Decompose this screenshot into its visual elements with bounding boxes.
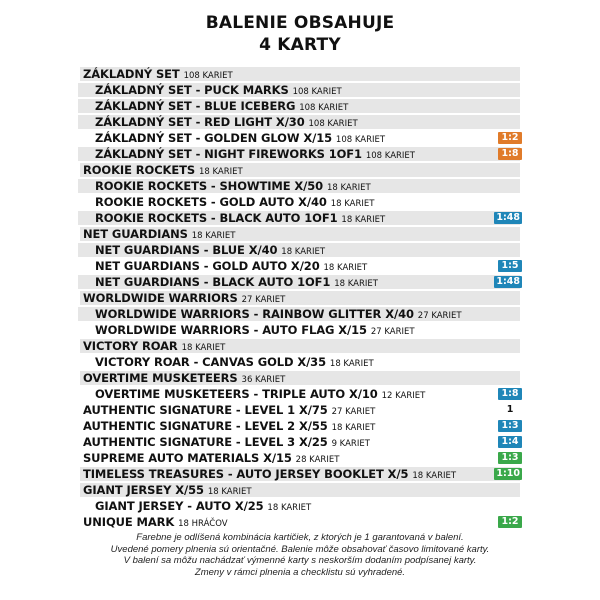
- row-text: [95, 258, 367, 274]
- set-name: ZÁKLADNÝ SET: [83, 67, 180, 81]
- row-text: [83, 370, 285, 386]
- checklist-table: [0, 66, 600, 530]
- set-name: ROOKIE ROCKETS - SHOWTIME X/50: [95, 179, 324, 193]
- card-count: 18 KARIET: [412, 471, 457, 481]
- checklist-row: [0, 322, 600, 338]
- card-count: 27 KARIET: [417, 311, 462, 321]
- row-text: [83, 66, 233, 82]
- checklist-row: [0, 178, 600, 194]
- checklist-row: [0, 114, 600, 130]
- checklist-row: [0, 66, 600, 82]
- row-text: [95, 194, 374, 210]
- set-name: VICTORY ROAR - CANVAS GOLD X/35: [95, 355, 326, 369]
- set-name: ROOKIE ROCKETS - BLACK AUTO 1OF1: [95, 211, 338, 225]
- checklist-row: [0, 370, 600, 386]
- row-text: [83, 226, 235, 242]
- set-name: ZÁKLADNÝ SET - GOLDEN GLOW X/15: [95, 131, 333, 145]
- row-text: [95, 306, 462, 322]
- checklist-row: [0, 466, 600, 482]
- row-text: [95, 322, 415, 338]
- odds-badge: 1:3: [498, 420, 522, 432]
- checklist-row: [0, 146, 600, 162]
- checklist-row: [0, 338, 600, 354]
- row-text: [83, 418, 375, 434]
- odds-badge: 1:3: [498, 452, 522, 464]
- set-name: TIMELESS TREASURES - AUTO JERSEY BOOKLET X/5: [83, 467, 409, 481]
- odds-badge: 1: [506, 404, 514, 415]
- checklist-row: [0, 514, 600, 530]
- card-count: 18 KARIET: [341, 215, 386, 225]
- set-name: NET GUARDIANS - BLACK AUTO 1OF1: [95, 275, 331, 289]
- card-count: 18 KARIET: [331, 423, 376, 433]
- row-text: [95, 114, 358, 130]
- odds-badge: 1:8: [498, 388, 522, 400]
- row-text: [83, 434, 370, 450]
- row-text: [95, 386, 425, 402]
- card-count: 18 KARIET: [191, 231, 236, 241]
- card-count: 27 KARIET: [331, 407, 376, 417]
- footer-line: Farebne je odlíšená kombinácia kartičiek, z ktorých je 1 garantovaná v balení.: [136, 532, 464, 543]
- card-count: 27 KARIET: [370, 327, 415, 337]
- card-count: 18 KARIET: [207, 487, 252, 497]
- card-count: 18 KARIET: [181, 343, 226, 353]
- set-name: GIANT JERSEY - AUTO X/25: [95, 499, 264, 513]
- card-count: 12 KARIET: [381, 391, 426, 401]
- checklist-row: [0, 258, 600, 274]
- card-count: 18 HRÁČOV: [178, 519, 228, 529]
- row-text: [83, 338, 225, 354]
- set-name: SUPREME AUTO MATERIALS X/15: [83, 451, 292, 465]
- card-count: 108 KARIET: [335, 135, 386, 145]
- set-name: OVERTIME MUSKETEERS - TRIPLE AUTO X/10: [95, 387, 378, 401]
- checklist-row: [0, 162, 600, 178]
- checklist-row: [0, 98, 600, 114]
- checklist-row: [0, 434, 600, 450]
- set-name: OVERTIME MUSKETEERS: [83, 371, 238, 385]
- row-text: [83, 162, 243, 178]
- row-text: [83, 514, 228, 530]
- card-count: 18 KARIET: [334, 279, 378, 289]
- odds-badge: 1:2: [498, 132, 522, 144]
- card-count: 108 KARIET: [299, 103, 349, 113]
- row-text: [83, 450, 339, 466]
- checklist-row: [0, 482, 600, 498]
- set-name: WORLDWIDE WARRIORS - RAINBOW GLITTER X/40: [95, 307, 414, 321]
- odds-badge: 1:2: [498, 516, 522, 528]
- card-count: 18 KARIET: [326, 183, 371, 193]
- footer-line: Zmeny v rámci plnenia a checklistu sú vyhradené.: [194, 566, 406, 578]
- row-text: [83, 290, 285, 306]
- row-text: [95, 242, 325, 258]
- set-name: ROOKIE ROCKETS: [83, 163, 196, 177]
- row-text: [83, 402, 375, 418]
- row-text: [95, 82, 342, 98]
- row-text: [95, 354, 374, 370]
- title-line-1: BALENIE OBSAHUJE: [205, 13, 395, 33]
- title-line-2: 4 KARTY: [259, 35, 341, 55]
- card-count: 108 KARIET: [308, 119, 358, 129]
- card-count: 108 KARIET: [292, 87, 342, 97]
- set-name: NET GUARDIANS - GOLD AUTO X/20: [95, 259, 320, 273]
- row-text: [95, 498, 311, 514]
- card-count: 18 KARIET: [198, 167, 243, 177]
- card-count: 18 KARIET: [323, 263, 368, 273]
- footer-line: Uvedené pomery plnenia sú orientačné. Balenie môže obsahovať časovo limitované karty.: [110, 543, 490, 555]
- odds-badge: 1:5: [498, 260, 522, 272]
- set-name: VICTORY ROAR: [83, 339, 178, 353]
- row-text: [95, 178, 371, 194]
- set-name: ZÁKLADNÝ SET - BLUE ICEBERG: [95, 99, 296, 113]
- card-count: 28 KARIET: [295, 455, 340, 465]
- card-count: 108 KARIET: [365, 151, 415, 161]
- card-count: 18 KARIET: [329, 359, 374, 369]
- set-name: AUTHENTIC SIGNATURE - LEVEL 2 X/55: [83, 419, 328, 433]
- odds-badge: 1:4: [498, 436, 522, 448]
- checklist-row: [0, 306, 600, 322]
- checklist-row: [0, 402, 600, 418]
- row-text: [95, 274, 378, 290]
- set-name: AUTHENTIC SIGNATURE - LEVEL 1 X/75: [83, 403, 328, 417]
- footer-line: V balení sa môžu nachádzať výmenné karty s neskorším dodaním podpísanej karty.: [123, 555, 477, 566]
- checklist-row: [0, 226, 600, 242]
- set-name: GIANT JERSEY X/55: [83, 483, 204, 497]
- row-text: [95, 98, 348, 114]
- set-name: AUTHENTIC SIGNATURE - LEVEL 3 X/25: [83, 435, 328, 449]
- checklist-row: [0, 386, 600, 402]
- footer-notes: [0, 532, 600, 578]
- odds-badge: 1:48: [496, 212, 520, 223]
- row-text: [83, 466, 456, 482]
- checklist-row: [0, 210, 600, 226]
- checklist-row: [0, 418, 600, 434]
- row-text: [95, 210, 385, 226]
- set-name: WORLDWIDE WARRIORS - AUTO FLAG X/15: [95, 323, 367, 337]
- card-count: 18 KARIET: [267, 503, 312, 513]
- row-text: [95, 146, 415, 162]
- card-count: 36 KARIET: [241, 375, 286, 385]
- checklist-row: [0, 130, 600, 146]
- set-name: NET GUARDIANS - BLUE X/40: [95, 243, 278, 257]
- row-text: [83, 482, 252, 498]
- row-text: [95, 130, 385, 146]
- set-name: ZÁKLADNÝ SET - PUCK MARKS: [95, 83, 289, 97]
- checklist-row: [0, 274, 600, 290]
- set-name: ZÁKLADNÝ SET - NIGHT FIREWORKS 1OF1: [95, 147, 362, 161]
- odds-badge: 1:8: [498, 148, 522, 160]
- checklist-row: [0, 82, 600, 98]
- set-name: NET GUARDIANS: [83, 227, 188, 241]
- odds-badge: 1:48: [496, 276, 520, 287]
- set-name: WORLDWIDE WARRIORS: [83, 291, 238, 305]
- set-name: ROOKIE ROCKETS - GOLD AUTO X/40: [95, 195, 327, 209]
- checklist-row: [0, 450, 600, 466]
- odds-badge: 1:10: [496, 468, 520, 479]
- card-count: 108 KARIET: [183, 71, 233, 81]
- set-name: ZÁKLADNÝ SET - RED LIGHT X/30: [95, 115, 305, 129]
- checklist-row: [0, 194, 600, 210]
- checklist-row: [0, 242, 600, 258]
- card-count: 9 KARIET: [331, 439, 370, 449]
- card-count: 27 KARIET: [241, 295, 286, 305]
- checklist-row: [0, 498, 600, 514]
- checklist-row: [0, 290, 600, 306]
- checklist-row: [0, 354, 600, 370]
- set-name: UNIQUE MARK: [83, 515, 175, 529]
- card-count: 18 KARIET: [330, 199, 375, 209]
- card-count: 18 KARIET: [281, 247, 326, 257]
